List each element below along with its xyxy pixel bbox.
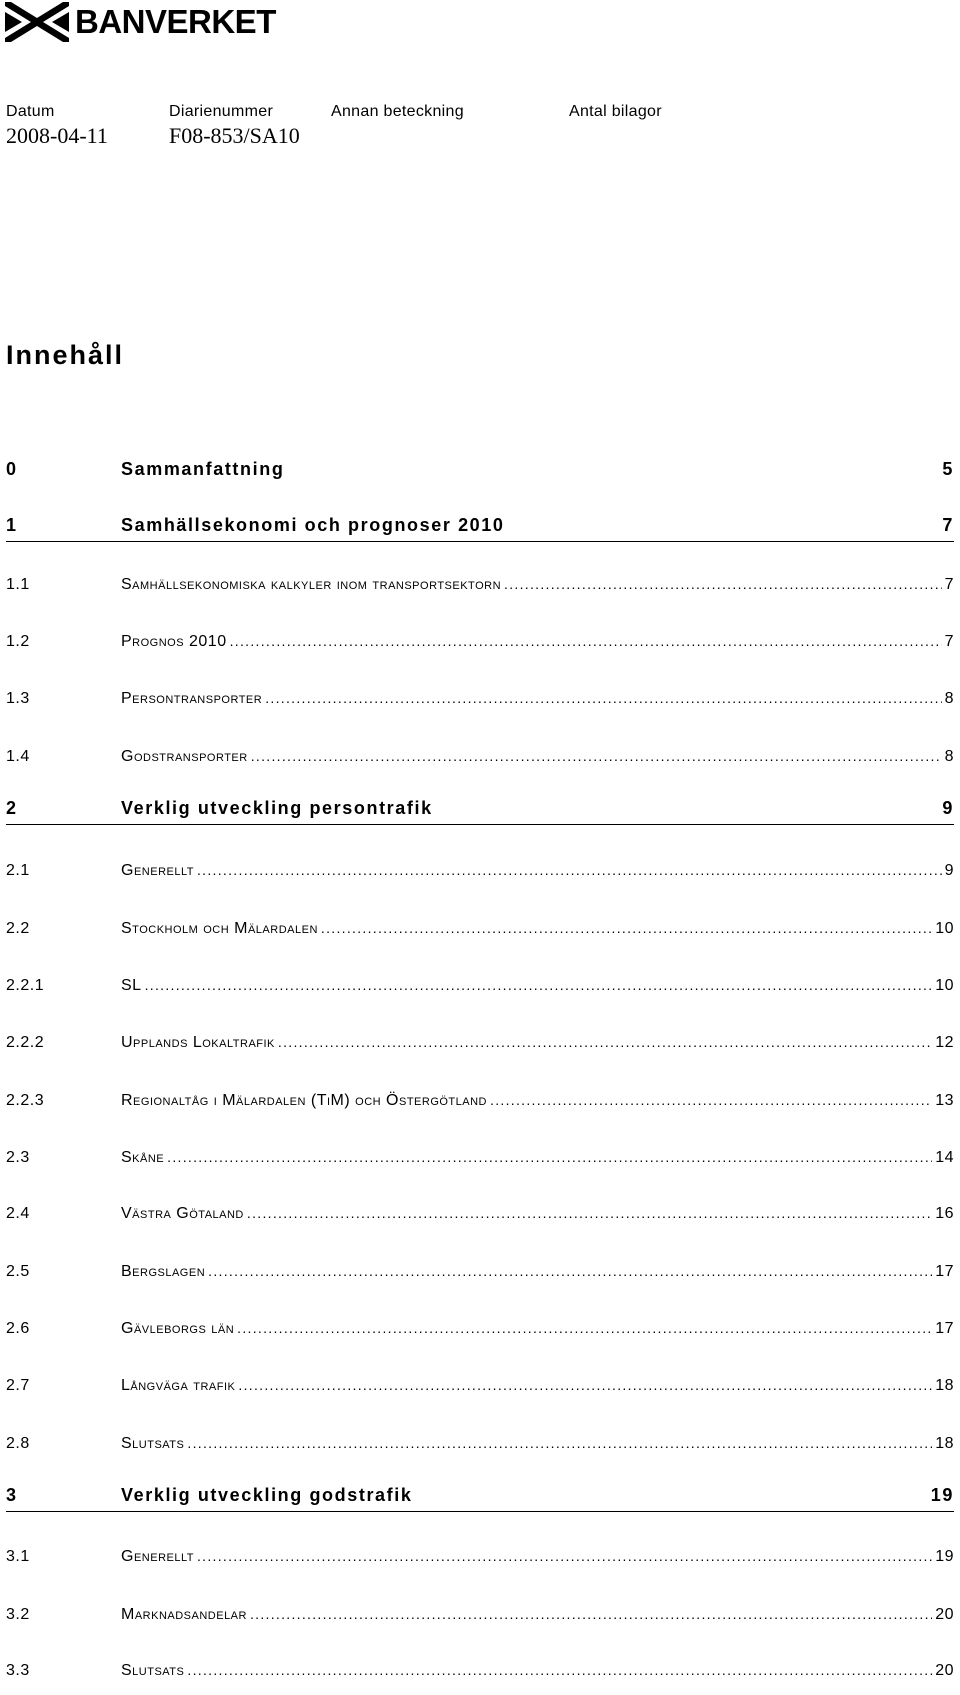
- toc-number: 3.2: [6, 1606, 30, 1623]
- toc-section[interactable]: [6, 1092, 954, 1110]
- toc-section[interactable]: [6, 920, 954, 938]
- toc-chapter[interactable]: [6, 1485, 954, 1512]
- toc-label: Skåne: [121, 1149, 165, 1166]
- toc-number: 1: [6, 515, 18, 535]
- toc-label: Bergslagen: [121, 1263, 206, 1280]
- toc-page-number: 9: [942, 798, 954, 818]
- toc-leader-dots: [247, 1206, 932, 1220]
- toc-leader-dots: [167, 1150, 932, 1164]
- toc-section[interactable]: [6, 633, 954, 651]
- toc-leader-dots: [145, 978, 933, 992]
- toc-leader-dots: [187, 1436, 932, 1450]
- toc-section[interactable]: [6, 1377, 954, 1395]
- diarienummer-label: Diarienummer: [169, 103, 274, 120]
- toc-page-number: 18: [935, 1377, 954, 1394]
- toc-number: 2.7: [6, 1377, 30, 1394]
- toc-label: Godstransporter: [121, 748, 248, 765]
- annan-beteckning-label: Annan beteckning: [331, 103, 464, 120]
- toc-number: 2.2: [6, 920, 30, 937]
- toc-number: 1.2: [6, 633, 30, 650]
- meta-values: [6, 123, 331, 149]
- toc-chapter[interactable]: [6, 459, 954, 485]
- toc-section[interactable]: [6, 576, 954, 594]
- meta-labels: [6, 103, 662, 121]
- toc-leader-dots: [230, 634, 942, 648]
- toc-label: Gävleborgs län: [121, 1320, 235, 1337]
- toc-label: Generellt: [121, 862, 194, 879]
- toc-page-number: 5: [942, 459, 954, 479]
- toc-page-number: 20: [935, 1606, 954, 1623]
- toc-page-number: 9: [944, 862, 954, 879]
- toc-page-number: 12: [935, 1034, 954, 1051]
- toc-leader-dots: [504, 577, 942, 591]
- toc-label: Samhällsekonomi och prognoser 2010: [121, 515, 505, 535]
- toc-page-number: 8: [944, 748, 954, 765]
- banverket-logo: [5, 2, 276, 42]
- toc-section[interactable]: [6, 977, 954, 995]
- diarienummer-value: F08-853/SA10: [169, 123, 300, 148]
- toc-label: Stockholm och Mälardalen: [121, 920, 318, 937]
- toc-number: 0: [6, 459, 18, 479]
- toc-page-number: 7: [944, 633, 954, 650]
- toc-section[interactable]: [6, 1435, 954, 1453]
- toc-number: 2.3: [6, 1149, 30, 1166]
- toc-number: 2.8: [6, 1435, 30, 1452]
- toc-label: Slutsats: [121, 1435, 185, 1452]
- toc-number: 2: [6, 798, 18, 818]
- toc-label: SL: [121, 977, 142, 994]
- toc-number: 1.4: [6, 748, 30, 765]
- toc-leader-dots: [197, 863, 942, 877]
- toc-leader-dots: [208, 1264, 932, 1278]
- toc-page-number: 10: [935, 977, 954, 994]
- toc-leader-dots: [490, 1093, 932, 1107]
- toc-page-number: 13: [935, 1092, 954, 1109]
- toc-number: 2.2.2: [6, 1034, 45, 1051]
- toc-page-number: 8: [944, 690, 954, 707]
- toc-chapter[interactable]: [6, 798, 954, 825]
- toc-label: Verklig utveckling godstrafik: [121, 1485, 413, 1505]
- logo-text: BANVERKET: [75, 3, 276, 40]
- toc-page-number: 14: [935, 1149, 954, 1166]
- toc-section[interactable]: [6, 862, 954, 880]
- toc-label: Samhällsekonomiska kalkyler inom transportsektorn: [121, 576, 502, 593]
- toc-page-number: 10: [935, 920, 954, 937]
- toc-label: Regionaltåg i Mälardalen (TiM) och Östergötland: [121, 1092, 487, 1109]
- toc-page-number: 18: [935, 1435, 954, 1452]
- toc-page-number: 19: [935, 1548, 954, 1565]
- datum-label: Datum: [6, 103, 55, 120]
- toc-section[interactable]: [6, 1320, 954, 1338]
- toc-label: Upplands Lokaltrafik: [121, 1034, 275, 1051]
- banverket-flag-icon: [5, 2, 69, 42]
- toc-number: 2.4: [6, 1205, 30, 1222]
- toc-page-number: 20: [935, 1662, 954, 1679]
- toc-number: 2.5: [6, 1263, 30, 1280]
- toc-page-number: 7: [944, 576, 954, 593]
- toc-number: 3.3: [6, 1662, 30, 1679]
- toc-number: 2.1: [6, 862, 30, 879]
- toc-section[interactable]: [6, 1548, 954, 1566]
- toc-number: 3.1: [6, 1548, 30, 1565]
- toc-number: 1.3: [6, 690, 30, 707]
- antal-bilagor-label: Antal bilagor: [569, 103, 662, 120]
- toc-label: Västra Götaland: [121, 1205, 244, 1222]
- toc-page-number: 17: [935, 1263, 954, 1280]
- toc-section[interactable]: [6, 1034, 954, 1052]
- toc-number: 2.2.3: [6, 1092, 45, 1109]
- toc-label: Verklig utveckling persontrafik: [121, 798, 433, 818]
- toc-leader-dots: [187, 1663, 932, 1677]
- toc-page-number: 19: [930, 1485, 954, 1505]
- toc-leader-dots: [237, 1321, 932, 1335]
- toc-number: 3: [6, 1485, 18, 1505]
- toc-number: 2.2.1: [6, 977, 45, 994]
- toc-number: 2.6: [6, 1320, 30, 1337]
- toc-section[interactable]: [6, 1149, 954, 1167]
- toc-page-number: 7: [942, 515, 954, 535]
- toc-leader-dots: [250, 1607, 932, 1621]
- toc-label: Prognos 2010: [121, 633, 227, 650]
- toc-leader-dots: [278, 1035, 932, 1049]
- toc-chapter[interactable]: [6, 515, 954, 542]
- toc-page-number: 17: [935, 1320, 954, 1337]
- toc-leader-dots: [197, 1549, 932, 1563]
- toc-section[interactable]: [6, 748, 954, 766]
- datum-value: 2008-04-11: [6, 123, 108, 148]
- toc-section[interactable]: [6, 1263, 954, 1281]
- toc-label: Långväga trafik: [121, 1377, 236, 1394]
- page-title: Innehåll: [6, 340, 125, 370]
- toc-label: Persontransporter: [121, 690, 263, 707]
- toc-number: 1.1: [6, 576, 30, 593]
- toc-label: Slutsats: [121, 1662, 185, 1679]
- toc-page-number: 16: [935, 1205, 954, 1222]
- toc-section[interactable]: [6, 1205, 954, 1223]
- toc-leader-dots: [251, 749, 942, 763]
- toc-section[interactable]: [6, 1662, 954, 1680]
- toc-label: Sammanfattning: [121, 459, 285, 479]
- toc-section[interactable]: [6, 1606, 954, 1624]
- toc-section[interactable]: [6, 690, 954, 708]
- toc-leader-dots: [265, 691, 941, 705]
- toc-label: Generellt: [121, 1548, 194, 1565]
- toc-label: Marknadsandelar: [121, 1606, 247, 1623]
- toc-leader-dots: [238, 1378, 932, 1392]
- toc-leader-dots: [321, 921, 932, 935]
